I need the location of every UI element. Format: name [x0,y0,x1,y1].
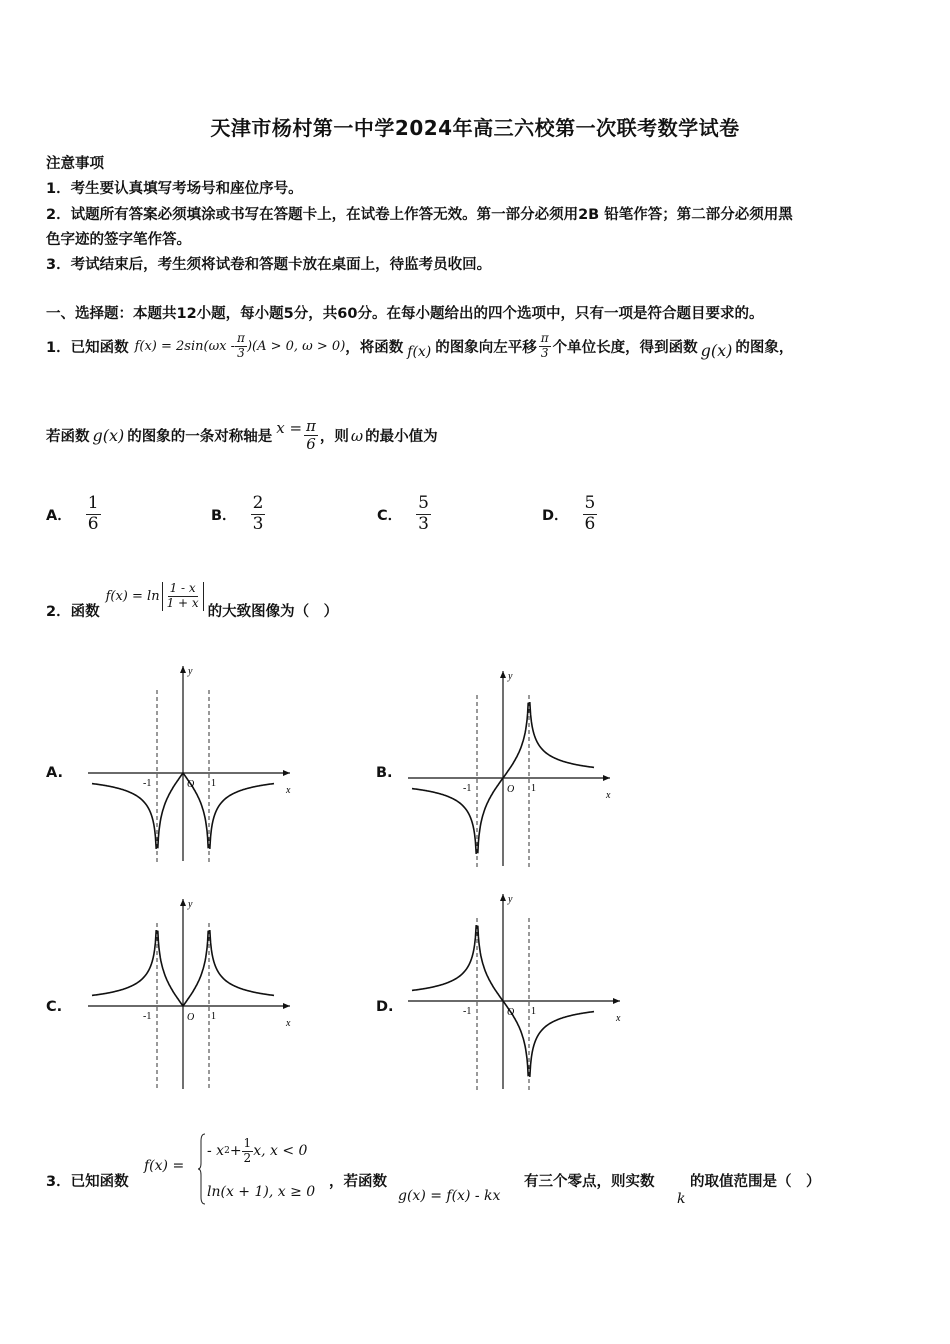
page-title: 天津市杨村第一中学2024年高三六校第一次联考数学试卷 [210,116,740,140]
y-axis-label: y [188,666,193,677]
q1-option-a-value: $\frac{1}{6}$ [87,493,99,534]
q1-line2-text-2: 的图象的一条对称轴是 [127,429,273,446]
q2-number: 2．函数 [46,603,100,620]
q1-option-c-value: $\frac{5}{3}$ [418,493,429,534]
q1-line2-text-1: 若函数 [46,429,90,446]
tick-label-neg1: -1 [463,783,472,794]
curve-branch-1 [412,925,476,990]
curve-branch-3 [530,1012,594,1077]
q1-shift-pi-over-3: $\frac{\pi}{3}$ [540,331,549,360]
q3-text-2: 有三个零点，则实数 [524,1174,655,1190]
q2-fraction: $\frac{1 - x}{1 + x}$ [166,581,199,610]
y-axis-arrow [180,899,186,906]
tick-label-pos1: 1 [211,1011,216,1022]
notice-item-3: 3．考试结束后，考生须将试卷和答题卡放在桌面上，待监考员收回。 [46,257,492,273]
q1-x-equals: x = [276,418,303,437]
q1-text-4: 的图象， [735,339,794,356]
tick-label-pos1: 1 [531,1006,536,1017]
q2-option-c-label[interactable]: C. [46,999,63,1015]
q2-graph-a[interactable] [80,660,300,865]
curve-branch-3 [210,930,274,995]
q1-fx: f(x) [407,344,432,361]
q1-option-d[interactable]: D． $\frac{5}{6}$ [542,493,596,534]
q2-option-a-label[interactable]: A. [46,765,63,781]
q1-text-3: 个单位长度，得到函数 [552,339,698,356]
q1-option-b-value: $\frac{2}{3}$ [252,493,264,534]
y-axis-label: y [188,899,193,910]
x-axis-label: x [606,790,611,801]
question-1-line-1 [46,332,793,361]
q3-text-1: ，若函数 [329,1174,387,1190]
notice-item-1: 1．考生要认真填写考场号和座位序号。 [46,181,303,197]
tick-label-pos1: 1 [531,783,536,794]
q3-k: k [677,1191,686,1207]
x-axis-label: x [616,1013,621,1024]
curve-branch-3 [210,784,274,849]
q3-case-2: ln(x + 1), x ≥ 0 [207,1184,316,1200]
origin-label: O [187,779,195,790]
q1-condition: )(A > 0, ω > 0) [246,338,346,354]
x-axis-arrow [283,770,290,776]
q2-option-b-label[interactable]: B. [376,765,393,781]
question-1-line-2 [46,418,438,454]
origin-label: O [507,1007,515,1018]
x-axis-label: x [286,1018,291,1029]
notice-item-2: 2．试题所有答案必须填涂或书写在答题卡上，在试卷上作答无效。第一部分必须用2B 铅笔作答；第二部分必须用黑 [46,207,793,223]
q1-function: f(x) = 2sin(ωx - [134,338,236,354]
tick-label-neg1: -1 [143,778,152,789]
q1-number: 1．已知函数 [46,339,129,356]
origin-label: O [187,1012,195,1023]
q3-brace [198,1133,206,1205]
x-axis-arrow [283,1003,290,1009]
q1-line2-gx: g(x) [92,426,125,446]
curve-branch-1 [92,930,156,995]
q2-option-d-label[interactable]: D. [376,999,394,1015]
q2-abs-bars [162,582,204,611]
y-axis-arrow [180,666,186,673]
curve-branch-1 [412,789,476,854]
q2-graph-d[interactable] [400,888,630,1093]
y-axis-label: y [508,894,513,905]
q3-case-1: - x 2 + $\frac{1}{2}$ x, x < 0 [207,1136,308,1165]
q1-text-1: ，将函数 [345,339,404,356]
q1-option-a[interactable]: A． $\frac{1}{6}$ [46,493,99,534]
q3-f-label: f(x) = [144,1158,185,1174]
tick-label-neg1: -1 [463,1006,472,1017]
curve-branch-1 [92,784,156,849]
curve-branch-3 [530,702,594,767]
section-heading: 一、选择题：本题共12小题，每小题5分，共60分。在每小题给出的四个选项中，只有一项是符合题目要求的。 [46,306,764,322]
q1-option-b[interactable]: B． $\frac{2}{3}$ [211,493,264,534]
q1-option-d-value: $\frac{5}{6}$ [584,493,596,534]
q1-gx: g(x) [700,340,733,360]
q2-graph-c[interactable] [80,893,300,1093]
tick-label-neg1: -1 [143,1011,152,1022]
q2-tail: 的大致图像为（ ） [207,603,339,620]
q1-pi-over-3: $\frac{\pi}{3}$ [237,331,245,360]
q2-function: f(x) = ln [105,588,160,604]
q1-text-2: 的图象向左平移 [435,339,537,356]
q3-number: 3．已知函数 [46,1174,129,1190]
question-2 [46,581,339,620]
y-axis-label: y [508,671,513,682]
q1-option-c[interactable]: C． $\frac{5}{3}$ [377,493,429,534]
q2-graph-b[interactable] [400,665,620,870]
y-axis-arrow [500,671,506,678]
y-axis-arrow [500,894,506,901]
x-axis-arrow [603,775,610,781]
q3-g-function: g(x) = f(x) - kx [398,1188,501,1204]
x-axis-arrow [613,998,620,1004]
notice-item-2-cont: 色字迹的签字笔作答。 [46,232,191,248]
origin-label: O [507,784,515,795]
q1-pi-over-6: $\frac{\pi}{6}$ [306,417,316,454]
q1-line2-text-4: 的最小值为 [365,429,438,446]
tick-label-pos1: 1 [211,778,216,789]
x-axis-label: x [286,785,291,796]
q3-text-3: 的取值范围是（ ） [690,1174,821,1190]
q1-omega: ω [350,426,364,445]
q1-line2-text-3: ，则 [319,429,349,446]
notice-heading: 注意事项 [46,156,104,172]
